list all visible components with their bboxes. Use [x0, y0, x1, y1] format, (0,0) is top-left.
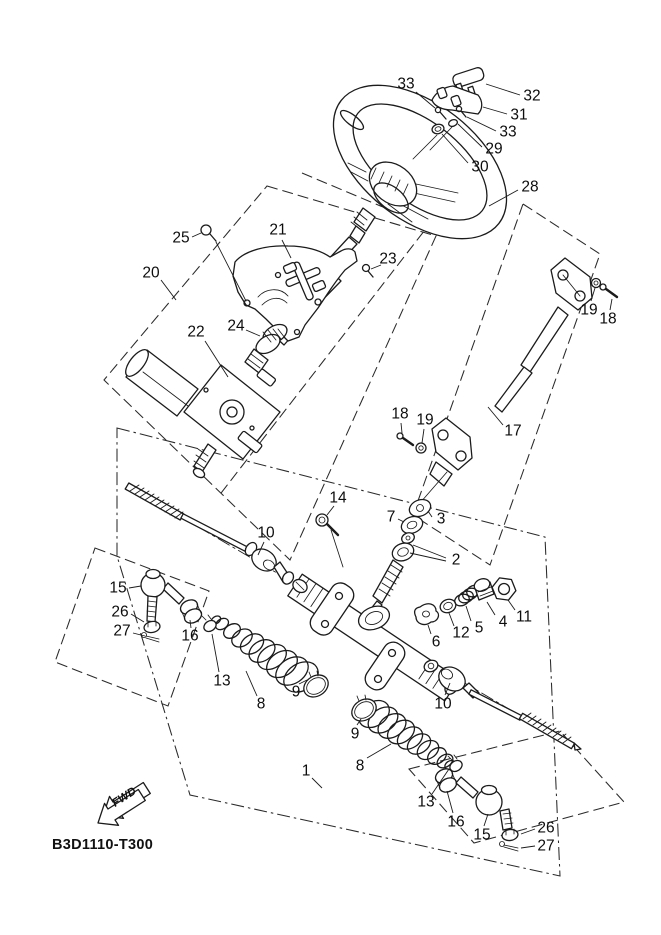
part-callout-9: 9 — [350, 725, 360, 743]
fwd-label: FWD — [110, 785, 139, 810]
fwd-arrow — [98, 783, 150, 826]
washer-19-lower — [416, 443, 426, 453]
part-callout-8: 8 — [355, 757, 365, 775]
part-callout-22: 22 — [187, 323, 205, 341]
lower-u-joint — [432, 418, 472, 470]
callout-layer — [109, 76, 616, 855]
part-callout-6: 6 — [431, 633, 441, 651]
steering-column-group — [122, 225, 373, 479]
part-callout-18: 18 — [599, 310, 617, 328]
pinion-seal-stack — [370, 496, 433, 614]
cotter-pin-27-left — [142, 633, 160, 643]
part-callout-26: 26 — [537, 819, 555, 837]
part-callout-31: 31 — [510, 106, 528, 124]
shaft-17-upper — [521, 307, 568, 372]
leader-line-7 — [398, 519, 404, 522]
part-callout-21: 21 — [269, 221, 287, 239]
part-callout-16: 16 — [447, 813, 465, 831]
part-callout-15: 15 — [473, 826, 491, 844]
leader-line-16 — [447, 791, 453, 813]
part-callout-17: 17 — [504, 422, 522, 440]
leader-line-25 — [192, 233, 201, 237]
washer-3 — [407, 496, 433, 519]
bolt-14 — [316, 514, 343, 567]
part-callout-13: 13 — [417, 793, 435, 811]
leader-line-18 — [610, 299, 612, 310]
part-callout-12: 12 — [452, 624, 470, 642]
group-boxes — [55, 173, 624, 876]
part-callout-23: 23 — [379, 250, 397, 268]
part-callout-4: 4 — [498, 613, 508, 631]
shaft-17-lower — [495, 367, 532, 412]
part-callout-28: 28 — [521, 178, 539, 196]
leader-line-1 — [312, 778, 322, 788]
bolt-25 — [201, 225, 211, 235]
leader-line-15 — [484, 814, 488, 826]
part-callout-5: 5 — [474, 619, 484, 637]
leader-line-6 — [428, 625, 431, 634]
guide-6 — [415, 604, 439, 625]
cotter-pin-27-right — [500, 842, 519, 852]
leader-line-19 — [422, 429, 424, 443]
leader-line-32 — [486, 84, 520, 95]
leader-line-27 — [133, 633, 145, 636]
leader-line-3 — [428, 511, 432, 517]
part-callout-20: 20 — [142, 264, 160, 282]
castle-nut-26-left — [143, 620, 161, 634]
leader-line-4 — [487, 602, 495, 615]
part-callout-29: 29 — [485, 140, 503, 158]
pinion-shaft — [373, 560, 403, 603]
part-callout-15: 15 — [109, 579, 127, 597]
leader-line-11 — [508, 600, 515, 610]
column-bracket-21 — [233, 246, 357, 341]
part-callout-14: 14 — [329, 489, 347, 507]
leader-line-5 — [466, 606, 471, 621]
leader-line-2 — [413, 545, 446, 558]
part-callout-10: 10 — [434, 695, 452, 713]
part-callout-24: 24 — [227, 317, 245, 335]
leader-line-31 — [483, 107, 507, 114]
clamp-9-right — [348, 695, 381, 726]
leader-line-8 — [246, 671, 257, 696]
part-callout-19: 19 — [580, 301, 598, 319]
bolt-23 — [363, 265, 370, 272]
part-callout-33: 33 — [499, 123, 517, 141]
part-callout-7: 7 — [386, 508, 396, 526]
clamp-9-left — [300, 671, 333, 702]
part-callout-25: 25 — [172, 229, 190, 247]
part-callout-3: 3 — [436, 510, 446, 528]
leader-line-14 — [327, 506, 334, 515]
clamp-13-left — [202, 615, 218, 634]
part-callout-26: 26 — [111, 603, 129, 621]
part-callout-9: 9 — [291, 683, 301, 701]
diagram-code: B3D1110-T300 — [52, 837, 154, 853]
part-callout-33: 33 — [397, 75, 415, 93]
leader-line-8 — [367, 744, 391, 758]
part-callout-19: 19 — [416, 411, 434, 429]
leader-line-15 — [129, 586, 141, 588]
leader-line-26 — [131, 614, 144, 622]
part-callout-1: 1 — [301, 762, 311, 780]
washer-19-upper — [592, 279, 601, 288]
part-callout-10: 10 — [257, 524, 275, 542]
part-callout-27: 27 — [113, 622, 131, 640]
leader-line-18 — [401, 423, 402, 433]
part-callout-2: 2 — [451, 551, 461, 569]
leader-line-33 — [467, 117, 496, 131]
part-callout-30: 30 — [471, 158, 489, 176]
part-callout-32: 32 — [523, 87, 541, 105]
nut-11 — [492, 578, 516, 600]
leader-line-24 — [246, 330, 260, 336]
part-callout-18: 18 — [391, 405, 409, 423]
part-callout-16: 16 — [181, 627, 199, 645]
leader-line-20 — [161, 280, 176, 300]
leader-line-27 — [521, 846, 535, 848]
leader-line-13 — [212, 634, 219, 672]
part-callout-13: 13 — [213, 672, 231, 690]
part-callout-11: 11 — [515, 608, 533, 626]
part-callout-8: 8 — [256, 695, 266, 713]
leader-line-2 — [410, 553, 446, 561]
part-callout-27: 27 — [537, 837, 555, 855]
